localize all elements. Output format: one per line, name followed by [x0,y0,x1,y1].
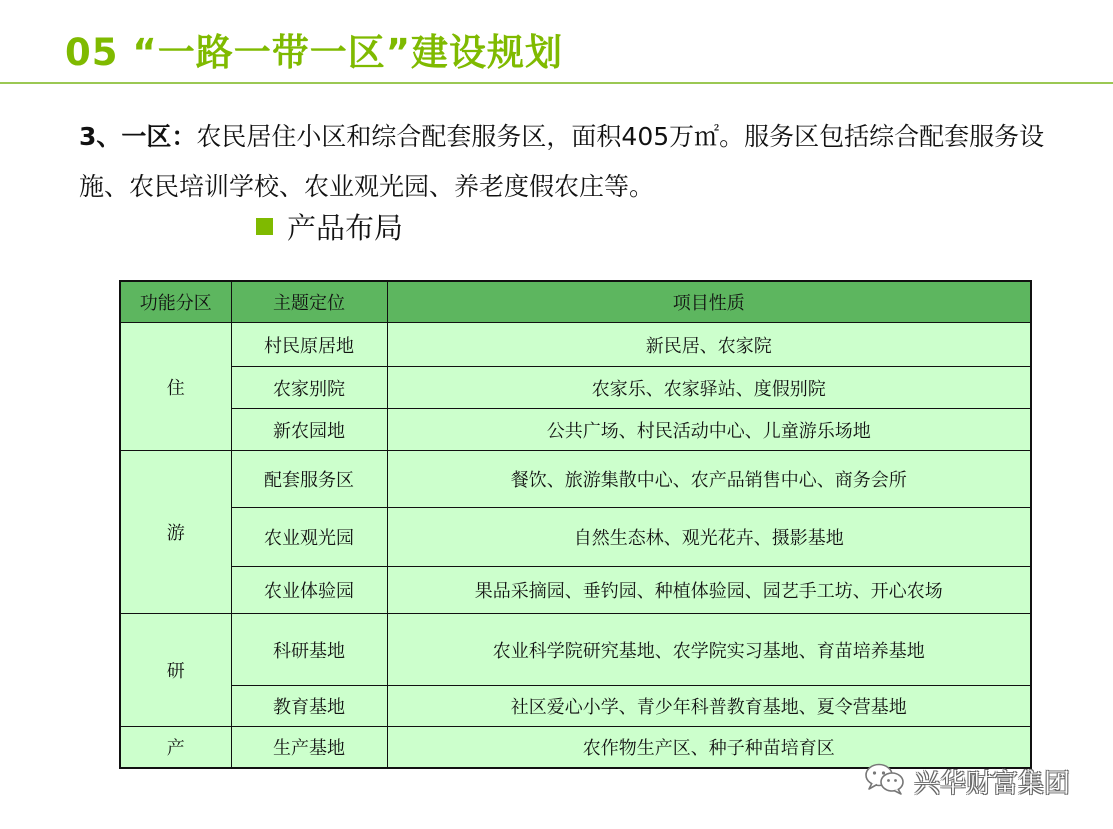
theme-cell: 村民原居地 [231,323,387,367]
wechat-icon [864,762,906,800]
title-divider [0,82,1113,84]
zone-cell: 游 [120,451,231,614]
header-theme: 主题定位 [231,281,387,323]
table-row [120,409,1031,451]
theme-cell: 科研基地 [231,614,387,686]
intro-paragraph [79,112,1079,212]
table-row [120,567,1031,614]
table-row [120,508,1031,567]
nature-cell: 农业科学院研究基地、农学院实习基地、育苗培养基地 [387,614,1031,686]
table-row [120,614,1031,686]
theme-cell: 教育基地 [231,686,387,727]
nature-cell: 社区爱心小学、青少年科普教育基地、夏令营基地 [387,686,1031,727]
theme-cell: 生产基地 [231,727,387,768]
table-row [120,367,1031,409]
intro-lead: 3、一区： [79,122,197,151]
square-bullet-icon [256,218,273,235]
zone-cell: 住 [120,323,231,451]
nature-cell: 自然生态林、观光花卉、摄影基地 [387,508,1031,567]
theme-cell: 新农园地 [231,409,387,451]
watermark-text: 兴华财富集团 [914,768,1071,799]
theme-cell: 配套服务区 [231,451,387,508]
section-heading [256,206,403,247]
theme-cell: 农业观光园 [231,508,387,567]
nature-cell: 公共广场、村民活动中心、儿童游乐场地 [387,409,1031,451]
watermark-logo [864,762,1070,800]
header-zone: 功能分区 [120,281,231,323]
nature-cell: 新民居、农家院 [387,323,1031,367]
nature-cell: 果品采摘园、垂钓园、种植体验园、园艺手工坊、开心农场 [387,567,1031,614]
section-title: 产品布局 [287,211,404,245]
zone-cell: 研 [120,614,231,727]
zone-cell: 产 [120,727,231,768]
table-header-row [120,281,1031,323]
intro-text: 农民居住小区和综合配套服务区，面积405万㎡。服务区包括综合配套服务设施、农民培训学校、农业观光园、养老度假农庄等。 [79,122,1045,201]
nature-cell: 农作物生产区、种子种苗培育区 [387,727,1031,768]
theme-cell: 农家别院 [231,367,387,409]
theme-cell: 农业体验园 [231,567,387,614]
product-layout-table [119,280,1032,769]
page-title: 05 “一路一带一区”建设规划 [65,31,564,74]
table-row [120,451,1031,508]
table-row [120,686,1031,727]
nature-cell: 农家乐、农家驿站、度假别院 [387,367,1031,409]
table-row [120,323,1031,367]
header-nature: 项目性质 [387,281,1031,323]
nature-cell: 餐饮、旅游集散中心、农产品销售中心、商务会所 [387,451,1031,508]
